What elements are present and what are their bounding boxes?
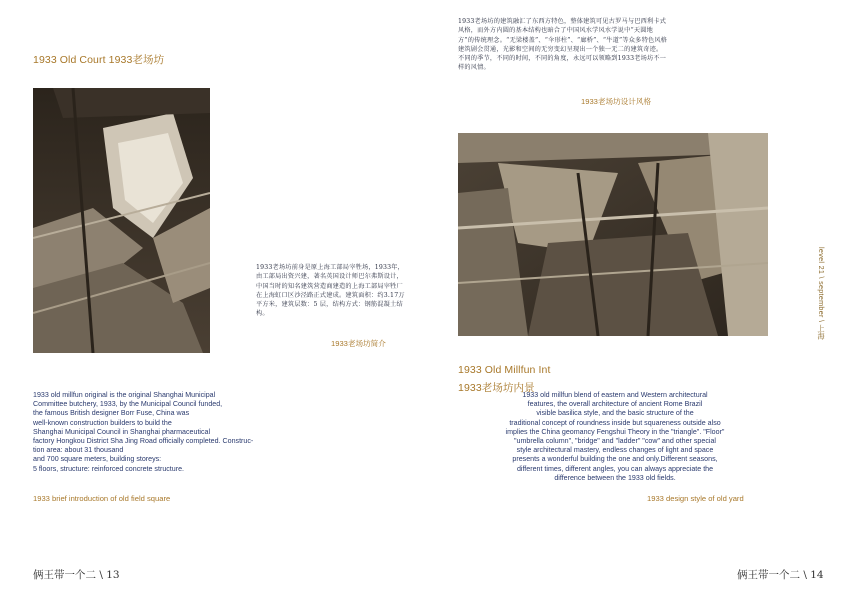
en-line: tion area: about 31 thousand — [33, 446, 124, 455]
cn-design-text: 1933老场坊的建筑融汇了东西方特色，整体建筑可见古罗马与巴西利卡式风格，而外方内圆的基本结构也暗合了中国风水学风水学说中“天圆地方”的传统理念。“无梁楼盖”、“伞形柱”、“廊桥”、“牛道”等众多特色风格建筑剧会贯通，光影和空间的无穷变幻呈现出一个独一无二的建筑奇迹。不同的季节，不同的时间，不同的角度，永远可以领略到1933老场坊不一样的风情。 — [458, 18, 668, 72]
en-line: 1933 old millfun original is the original Shanghai Municipal — [33, 391, 216, 399]
footer-label: 俩王带一个二 \ — [737, 569, 811, 581]
left-page-title: 1933 Old Court 1933老场坊 — [33, 54, 165, 66]
en-line: presents a wonderful building the one and only.Different seasons, — [512, 455, 718, 464]
en-line: visible basilica style, and the basic structure of the — [536, 409, 694, 418]
right-title-en: 1933 Old Millfun Int — [458, 364, 551, 376]
page-number: 14 — [810, 569, 824, 581]
left-en-body — [33, 391, 273, 474]
left-page-footer: 俩王带一个二 \ 13 — [33, 569, 120, 581]
en-line: factory Hongkou District Sha Jing Road officially completed. Construc- — [33, 437, 254, 446]
cn-intro-text: 1933老场坊前身是原上海工部局宰牲场，1933年，由工部局出资兴建，著名英国设计师巴尔弗斯设计，中国当时的知名建筑营造商建造的上海工部局宰牲厂在上海虹口区沙泾路正式建成。建筑面积：约3.17万平方米，建筑层数：5 层，结构方式：钢筋混凝土结构。 — [256, 264, 405, 318]
en-line: traditional concept of roundness inside but squareness outside also — [509, 418, 721, 427]
en-line: Committee butchery, 1933, by the Municipal Council funded, — [33, 400, 223, 409]
cn-design-caption: 1933老场坊设计风格 — [581, 97, 652, 106]
en-line: and 700 square meters, building storeys: — [33, 455, 162, 464]
en-line: Shanghai Municipal Council in Shanghai pharmaceutical — [33, 427, 211, 436]
cn-intro-caption: 1933老场坊简介 — [331, 339, 386, 348]
en-line: "umbrella column", "bridge" and "ladder" "cow" and other special — [514, 437, 716, 446]
en-line: difference between the 1933 old fields. — [554, 473, 676, 482]
en-line: the famous British designer Borr Fuse, China was — [33, 409, 190, 418]
en-line: different times, different angles, you can always appreciate the — [516, 464, 714, 473]
en-line: implies the China geomancy Fengshui Theory in the "triangle". "Floor" — [505, 427, 725, 436]
right-title-cn: 1933老场坊内景 — [458, 382, 535, 394]
right-en-body — [470, 391, 760, 483]
right-en-caption: 1933 design style of old yard — [647, 494, 744, 503]
en-line: features, the overall architecture of ancient Rome Brazil — [527, 400, 703, 409]
left-en-caption: 1933 brief introduction of old field square — [33, 494, 171, 503]
old-court-photo — [33, 88, 210, 353]
vertical-issue-label: level 21 \ september \ 上海 — [817, 247, 826, 340]
en-line: 1933 old millfun blend of eastern and Western architectural — [522, 391, 708, 399]
en-line: style architectural mastery, endless changes of light and space — [516, 446, 714, 455]
en-line: 5 floors, structure: reinforced concrete structure. — [33, 464, 185, 473]
en-line: well-known construction builders to build the — [33, 418, 172, 427]
right-page-footer — [737, 567, 824, 582]
interior-photo — [458, 133, 768, 336]
